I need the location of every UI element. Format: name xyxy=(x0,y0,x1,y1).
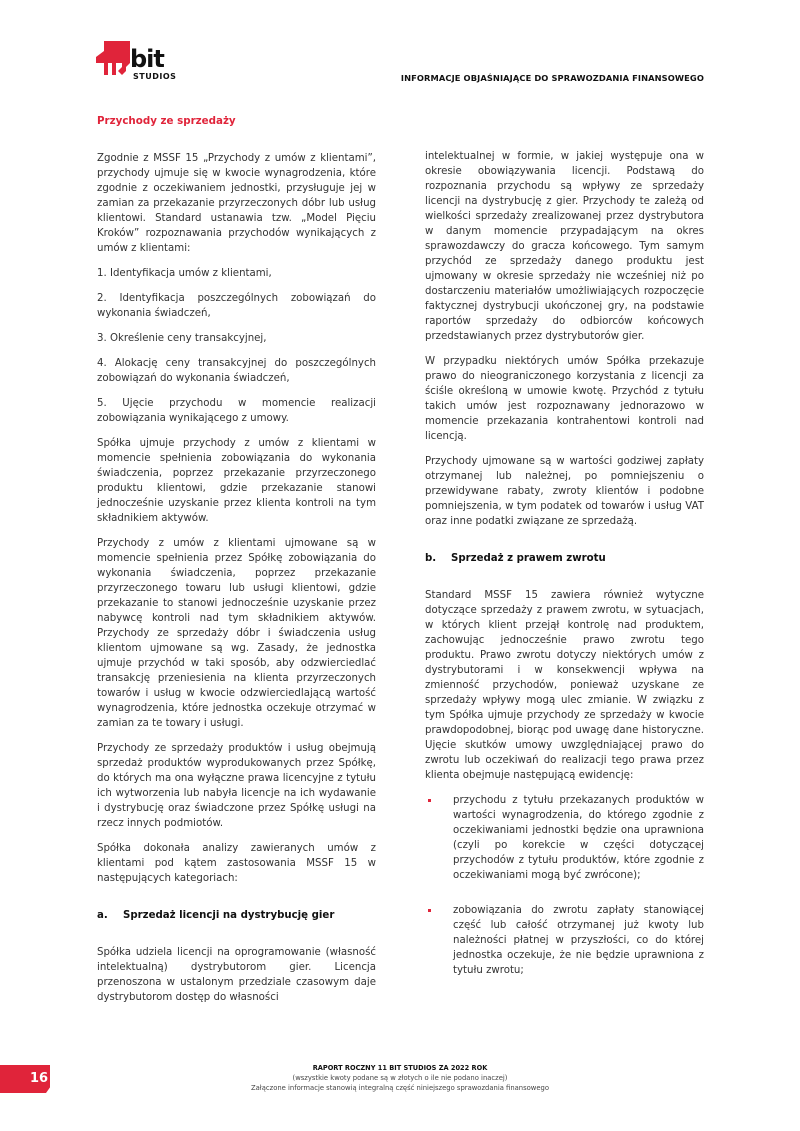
company-logo xyxy=(96,41,176,85)
subheading-text: Sprzedaż licencji na dystrybucję gier xyxy=(123,910,335,921)
paragraph: Standard MSSF 15 zawiera również wytyczne dotyczące sprzedaży z prawem zwrotu, w sytuacjach, w których klient przejął kontrolę nad produktem, zachowując jednocześnie prawo zwrotu tego produktu. Prawo zwrotu dotyczy niektórych umów z dystrybutorami i w konsekwencji wpływa na zmienność przychodów, ponieważ uzyskane ze sprzedaży wpływy mogą ulec zmianie. W związku z tym Spółka ujmuje przychody ze sprzedaży w kwocie prawdopodobnej, biorąc pod uwagę dane historyczne. Ujęcie skutków umowy uwzględniającej prawo do zwrotu lub oczekiwań do realizacji tego prawa przez klienta obejmuje następującą ewidencję: xyxy=(425,590,704,781)
paragraph: Spółka udziela licencji na oprogramowanie (własność intelektualną) dystrybutorom gier. Licencja przenoszona w ustalonym przedziale czasowym daje dystrybutorom dostęp do własności xyxy=(97,947,376,1003)
logo-bit-text: bit xyxy=(130,45,164,73)
paragraph: Przychody ujmowane są w wartości godziwej zapłaty otrzymanej lub należnej, po pomniejszeniu o przewidywane rabaty, zwroty klientów i podobne pomniejszenia, w tym podatek od towarów i usług VAT oraz inne podatki związane ze sprzedażą. xyxy=(425,456,704,527)
logo-mark-icon xyxy=(96,41,130,75)
subheading-a xyxy=(97,908,376,923)
subheading-letter: b. xyxy=(425,553,437,564)
left-column xyxy=(97,151,376,1015)
page-number: 16 xyxy=(30,1071,49,1086)
bullet-text: przychodu z tytułu przekazanych produktów w wartości wynagrodzenia, do którego zgodnie z oczekiwaniami jednostki będzie ona uprawniona (czyli po korekcie w części dotyczącej przychodów z tytułu produktów, które zgodnie z oczekiwaniami mogą być zwrócone); xyxy=(453,795,704,881)
paragraph: Przychody ze sprzedaży produktów i usług obejmują sprzedaż produktów wyprodukowanych przez Spółkę, do których ma ona wyłączne prawa licencyjne z tytułu ich wytworzenia lub nabyła licencje na ich wydawanie i dystrybucję oraz świadczone przez Spółkę usługi na rzecz innych podmiotów. xyxy=(97,743,376,829)
paragraph: intelektualnej w formie, w jakiej występuje ona w okresie obowiązywania licencji. Podstawą do rozpoznania przychodu są wpływy ze sprzedaży licencji na dystrybucję z gier. Przychody te zależą od wielkości sprzedaży zrealizowanej przez dystrybutora w danym momencie przypadającym na okres sprawozdawczy do gracza końcowego. Tym samym przychód ze sprzedaży danego produktu jest ujmowany w okresie sprzedaży nie wcześniej niż po dostarczeniu materiałów umożliwiających rozpoczęcie faktycznej dystrybucji ukończonej gry, na podstawie raportów sprzedaży do odbiorców końcowych przedstawianych przez dystrybutorów gier. xyxy=(425,151,704,342)
list-step: 1. Identyfikacja umów z klientami, xyxy=(97,268,272,279)
right-column xyxy=(425,149,704,998)
bullet-item xyxy=(425,793,704,883)
section-title: Przychody ze sprzedaży xyxy=(97,115,236,127)
bullet-square-icon xyxy=(428,799,431,802)
bullet-item xyxy=(425,903,704,978)
paragraph: Przychody z umów z klientami ujmowane są w momencie spełnienia przez Spółkę zobowiązania do wykonania świadczenia, poprzez przekazanie przyrzeczonego towaru lub usługi klientowi, gdzie przekazanie to stanowi jednocześnie uzyskanie przez nabywcę kontroli nad tym składnikiem aktywów. Przychody ze sprzedaży dóbr i świadczenia usług klientom ujmowane są wg. Zasady, że jednostka ujmuje przychód w taki sposób, aby odzwierciedlać transakcję przeniesienia na klienta przyrzeczonych towarów i usług w kwocie odzwierciedlającą wartość wynagrodzenia, które jednostka oczekuje otrzymać w zamian za te towary i usługi. xyxy=(97,538,376,729)
list-step: 5. Ujęcie przychodu w momencie realizacji zobowiązania wynikającego z umowy. xyxy=(97,398,376,424)
list-step: 2. Identyfikacja poszczególnych zobowiązań do wykonania świadczeń, xyxy=(97,293,376,319)
footer-note-integral: Załączone informacje stanowią integralną część niniejszego sprawozdania finansowego xyxy=(250,1084,550,1092)
paragraph: W przypadku niektórych umów Spółka przekazuje prawo do nieograniczonego korzystania z licencji za ściśle określoną w umowie kwotę. Przychód z tytułu takich umów jest rozpoznawany jednorazowo w momencie przekazania kontrahentowi kontroli nad licencją. xyxy=(425,356,704,442)
subheading-text: Sprzedaż z prawem zwrotu xyxy=(451,553,606,564)
list-step: 4. Alokację ceny transakcyjnej do poszczególnych zobowiązań do wykonania świadczeń, xyxy=(97,358,376,384)
bullet-list xyxy=(425,793,704,978)
subheading-letter: a. xyxy=(97,910,108,921)
header-title: INFORMACJE OBJAŚNIAJĄCE DO SPRAWOZDANIA FINANSOWEGO xyxy=(400,73,704,83)
footer-note-currency: (wszystkie kwoty podane są w złotych o ile nie podano inaczej) xyxy=(292,1074,508,1082)
bullet-square-icon xyxy=(428,909,431,912)
list-step: 3. Określenie ceny transakcyjnej, xyxy=(97,333,267,344)
paragraph: Zgodnie z MSSF 15 „Przychody z umów z klientami”, przychody ujmuje się w kwocie wynagrodzenia, które zgodnie z oczekiwaniem jednostki, przysługuje jej w zamian za przekazanie przyrzeczonych dóbr lub usług klientowi. Standard ustanawia tzw. „Model Pięciu Kroków” rozpoznawania przychodów wynikających z umów z klientami: xyxy=(97,153,376,254)
footer-title: RAPORT ROCZNY 11 BIT STUDIOS ZA 2022 ROK xyxy=(312,1064,488,1072)
paragraph: Spółka dokonała analizy zawieranych umów z klientami pod kątem zastosowania MSSF 15 w następujących kategoriach: xyxy=(97,843,376,884)
paragraph: Spółka ujmuje przychody z umów z klientami w momencie spełnienia zobowiązania do wykonania świadczenia, poprzez przekazanie przyrzeczonego produktu klientowi, gdzie przekazanie stanowi jednocześnie uzyskanie przez klienta kontroli na tym składnikiem aktywów. xyxy=(97,438,376,524)
subheading-b xyxy=(425,551,704,566)
logo-studios-text: STUDIOS xyxy=(133,72,177,81)
footer xyxy=(200,1063,600,1093)
bullet-text: zobowiązania do zwrotu zapłaty stanowiącej część lub całość otrzymanej już kwoty lub należności płatnej w przyszłości, co do której jednostka oczekuje, że nie będzie uprawniona z tytułu zwrotu; xyxy=(453,905,704,976)
